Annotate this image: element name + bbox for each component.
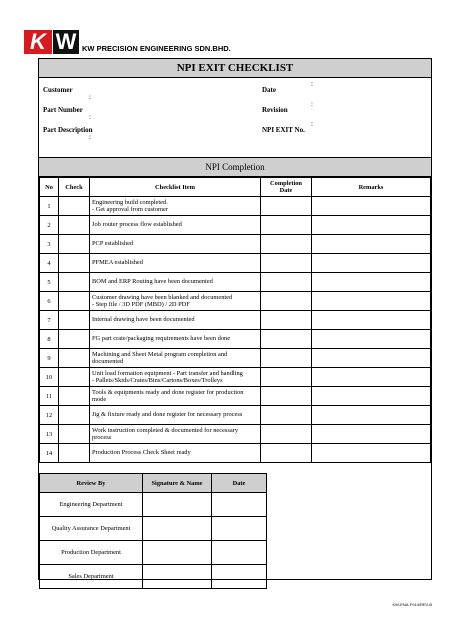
part-number-label: Part Number [43,106,83,114]
check-cell[interactable] [59,368,90,387]
item-line-1: BOM and ERP Routing have been documented [92,278,213,286]
remarks-cell[interactable] [312,311,431,330]
table-row [40,254,431,273]
review-blank [267,474,432,493]
check-cell[interactable] [59,444,90,463]
check-cell[interactable] [59,197,90,216]
check-cell[interactable] [59,216,90,235]
item-line-1: Customer drawing have been blanked and documented [92,293,233,301]
signature-cell[interactable] [143,565,212,589]
col-review-date: Date [212,474,267,493]
completion-date-cell[interactable] [261,216,312,235]
table-row [40,273,431,292]
revision-label: Revision [262,106,288,114]
npi-exit-no-label: NPI EXIT No. [262,126,305,134]
department-name: Engineering Department [40,493,143,517]
document-code: KW-ENA-F014/REV-B [392,602,432,607]
item-line-2: - Get approval from customer [92,206,168,213]
check-cell[interactable] [59,292,90,311]
table-row [40,292,431,311]
date-label: Date [262,86,276,94]
row-number: 3 [40,235,59,254]
check-cell[interactable] [59,330,90,349]
row-number: 7 [40,311,59,330]
item-line-1: Engineering build completed. [92,198,168,206]
row-number: 9 [40,349,59,368]
review-spacer [267,541,432,565]
item-line-1: Machining and Sheet Metal program completion and [92,350,228,358]
col-no: No [40,178,59,197]
row-number: 6 [40,292,59,311]
date-colon: : [311,80,313,88]
remarks-cell[interactable] [312,292,431,311]
checklist-item [90,406,261,425]
review-body [40,493,432,589]
checklist-item [90,197,261,216]
table-row [40,444,431,463]
item-line-1: Production Process Check Sheet ready [92,449,191,457]
part-description-label: Part Description [43,126,93,134]
item-line-1: Work instruction completed & documented for necessary [92,426,239,434]
item-line-1: Unit load formation equipment - Part transfer and handling [92,369,243,377]
row-number: 1 [40,197,59,216]
signature-cell[interactable] [143,493,212,517]
company-name: KW PRECISION ENGINEERING SDN.BHD. [82,44,231,53]
row-number: 13 [40,425,59,444]
table-row [40,216,431,235]
checklist-item [90,216,261,235]
col-remarks: Remarks [312,178,431,197]
completion-date-cell[interactable] [261,425,312,444]
checklist-item [90,254,261,273]
part-number-colon: : [89,113,91,121]
item-line-2: documented [92,358,124,365]
remarks-cell[interactable] [312,197,431,216]
table-row [40,387,431,406]
table-row [40,406,431,425]
table-row [40,349,431,368]
checklist-item [90,349,261,368]
completion-date-cell[interactable] [261,368,312,387]
checklist-table [39,177,431,463]
row-number: 5 [40,273,59,292]
item-line-1: Job router process flow established [92,221,182,229]
checklist-body [40,197,431,463]
remarks-cell[interactable] [312,349,431,368]
review-row [40,517,432,541]
row-number: 8 [40,330,59,349]
logo-k-mark: K [24,30,52,54]
revision-colon: : [311,100,313,108]
completion-date-cell[interactable] [261,197,312,216]
review-date-cell[interactable] [212,493,267,517]
item-line-1: Jig & fixture ready and done register for necessary process [92,411,243,419]
review-table [39,473,431,589]
item-line-1: FG part crate/packaging requirements have been done [92,335,231,343]
check-cell[interactable] [59,425,90,444]
completion-date-cell[interactable] [261,387,312,406]
checklist-item [90,235,261,254]
company-logo [24,30,231,54]
checklist-item [90,444,261,463]
review-spacer [267,565,432,589]
remarks-cell[interactable] [312,406,431,425]
part-description-colon: : [89,133,91,141]
section-title: NPI Completion [39,157,431,177]
completion-date-cell[interactable] [261,349,312,368]
remarks-cell[interactable] [312,216,431,235]
item-line-1: PCP established [92,240,134,248]
check-cell[interactable] [59,254,90,273]
row-number: 4 [40,254,59,273]
review-date-cell[interactable] [212,565,267,589]
remarks-cell[interactable] [312,254,431,273]
col-item: Checklist Item [90,178,261,197]
signature-cell[interactable] [143,541,212,565]
review-date-cell[interactable] [212,517,267,541]
remarks-cell[interactable] [312,444,431,463]
completion-date-cell[interactable] [261,273,312,292]
row-number: 10 [40,368,59,387]
table-row [40,311,431,330]
completion-date-cell[interactable] [261,406,312,425]
table-row [40,425,431,444]
check-cell[interactable] [59,387,90,406]
item-line-1: PFMEA established [92,259,143,267]
customer-colon: : [89,93,91,101]
logo-w-mark: W [53,30,79,54]
col-check: Check [59,178,90,197]
checklist-item [90,292,261,311]
check-cell[interactable] [59,273,90,292]
remarks-cell[interactable] [312,330,431,349]
table-row [40,330,431,349]
review-row [40,493,432,517]
table-row [40,197,431,216]
signature-cell[interactable] [143,517,212,541]
completion-date-cell[interactable] [261,235,312,254]
checklist-item [90,368,261,387]
checklist-item [90,387,261,406]
table-row [40,235,431,254]
customer-label: Customer [43,86,73,94]
item-line-2: - Pallets/Skids/Crates/Bins/Cartons/Boxes/Trolleys [92,377,223,384]
npi-exit-no-colon: : [311,120,313,128]
row-number: 2 [40,216,59,235]
check-cell[interactable] [59,349,90,368]
check-cell[interactable] [59,406,90,425]
row-number: 11 [40,387,59,406]
checklist-item [90,330,261,349]
col-review-by: Review By [40,474,143,493]
remarks-cell[interactable] [312,368,431,387]
review-row [40,565,432,589]
document-title: NPI EXIT CHECKLIST [39,59,431,78]
check-cell[interactable] [59,235,90,254]
item-line-2: mode [92,396,107,403]
completion-date-cell[interactable] [261,330,312,349]
remarks-cell[interactable] [312,387,431,406]
completion-date-cell[interactable] [261,311,312,330]
row-number: 12 [40,406,59,425]
item-line-2: - Step file / 3D PDF (MBD) / 2D PDF [92,301,190,308]
completion-date-cell[interactable] [261,254,312,273]
checklist-form [38,58,432,580]
review-spacer [267,517,432,541]
review-date-cell[interactable] [212,541,267,565]
remarks-cell[interactable] [312,425,431,444]
col-signature: Signature & Name [143,474,212,493]
item-line-2: process [92,434,112,441]
department-name: Quality Assurance Department [40,517,143,541]
row-number: 14 [40,444,59,463]
check-cell[interactable] [59,311,90,330]
checklist-item [90,273,261,292]
department-name: Production Department [40,541,143,565]
item-line-1: Internal drawing have been documented [92,316,195,324]
checklist-item [90,311,261,330]
remarks-cell[interactable] [312,273,431,292]
completion-date-cell[interactable] [261,444,312,463]
table-row [40,368,431,387]
review-row [40,541,432,565]
remarks-cell[interactable] [312,235,431,254]
item-line-1: Tools & equipments ready and done register for production [92,388,244,396]
checklist-item [90,425,261,444]
department-name: Sales Department [40,565,143,589]
completion-date-cell[interactable] [261,292,312,311]
col-completion-date: Completion Date [261,178,312,197]
review-spacer [267,493,432,517]
